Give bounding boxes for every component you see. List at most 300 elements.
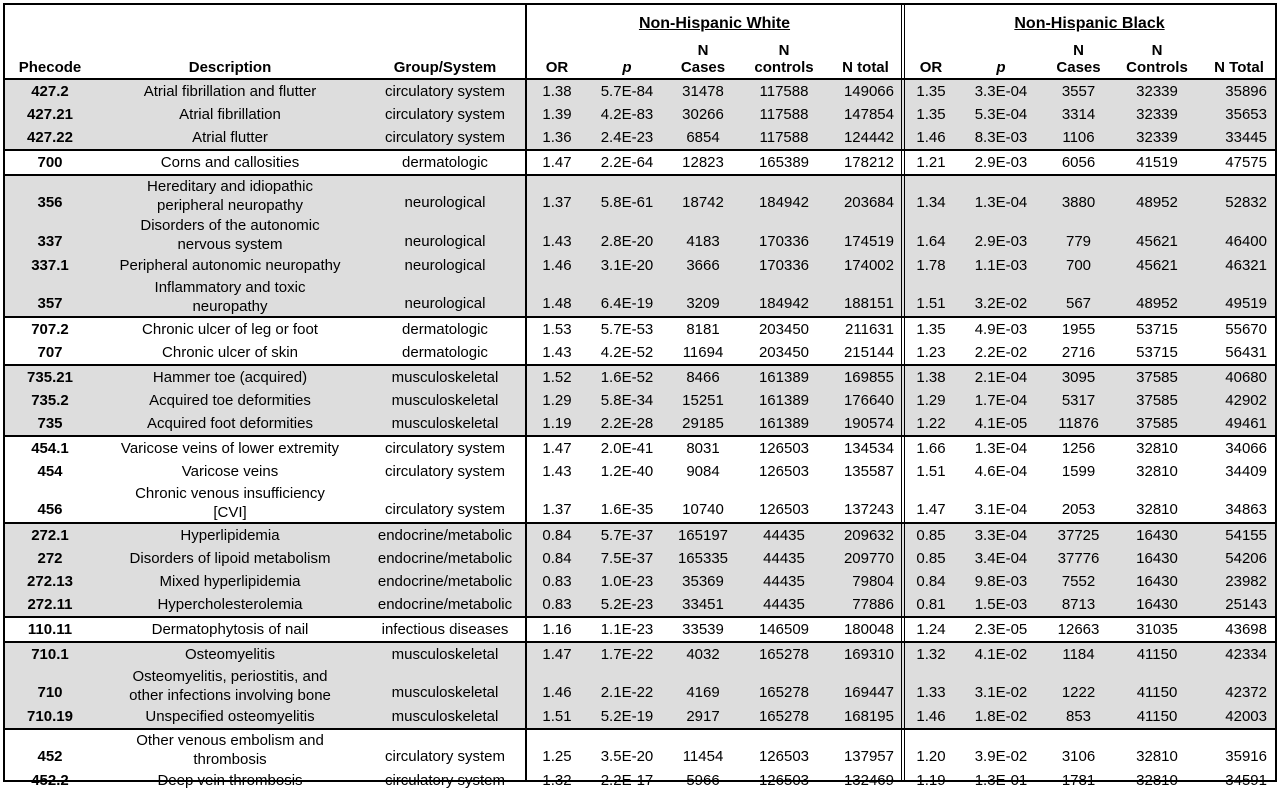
black-controls-cell: 32810 <box>1136 463 1178 480</box>
black-cases-cell: 11876 <box>1058 415 1099 432</box>
phecode-cell: 452.2 <box>31 772 69 789</box>
description-line: thrombosis <box>193 750 267 768</box>
white-total-cell: 215144 <box>843 344 894 361</box>
black-cases-cell: 1222 <box>1061 684 1096 701</box>
group-system-cell: endocrine/metabolic <box>377 527 513 544</box>
black-cases-cell: 567 <box>1065 295 1092 312</box>
black-controls-cell: 16430 <box>1136 573 1178 590</box>
table-row <box>5 547 1275 570</box>
black-or-cell: 1.23 <box>916 344 946 361</box>
white-or-cell: 1.52 <box>542 369 572 386</box>
white-total-cell: 147854 <box>843 106 894 123</box>
black-p-cell: 2.1E-04 <box>974 369 1028 386</box>
white-or-cell: 1.47 <box>542 646 572 663</box>
white-cases-cell: 11694 <box>682 344 724 361</box>
description-line: other infections involving bone <box>129 686 331 704</box>
white-cases-cell: 4032 <box>686 646 720 663</box>
table-row <box>5 103 1275 126</box>
white-controls-cell: 126503 <box>758 772 810 789</box>
white-p-cell: 4.2E-83 <box>600 106 654 123</box>
phecode-cell: 272.13 <box>27 573 73 590</box>
white-or-cell: 1.29 <box>542 392 572 409</box>
group-system-cell: musculoskeletal <box>391 415 499 432</box>
white-cases-cell: 8181 <box>686 321 720 338</box>
col-header-black-cases: N Cases <box>1056 42 1101 76</box>
black-cases-cell: 7552 <box>1061 573 1096 590</box>
black-controls-cell: 32339 <box>1136 106 1178 123</box>
white-cases-cell: 4183 <box>686 233 720 250</box>
black-p-cell: 3.1E-04 <box>974 501 1028 518</box>
white-or-cell: 1.38 <box>542 83 572 100</box>
black-controls-cell: 16430 <box>1136 596 1178 613</box>
white-controls-cell: 170336 <box>758 233 810 250</box>
description-cell <box>95 570 365 593</box>
description-line: Varicose veins <box>181 463 279 480</box>
white-cases-cell: 3209 <box>686 295 720 312</box>
description-cell <box>95 277 365 316</box>
black-or-cell: 1.51 <box>916 295 946 312</box>
group-system-cell: neurological <box>404 233 486 250</box>
black-p-cell: 1.3E-04 <box>974 440 1028 457</box>
white-p-cell: 5.2E-23 <box>600 596 654 613</box>
white-controls-cell: 161389 <box>758 392 810 409</box>
phecode-cell: 110.11 <box>27 621 73 638</box>
black-controls-cell: 32810 <box>1136 440 1178 457</box>
group-system-cell: endocrine/metabolic <box>377 596 513 613</box>
group-system-cell: musculoskeletal <box>391 684 499 701</box>
white-p-cell: 7.5E-37 <box>600 550 654 567</box>
black-or-cell: 1.78 <box>916 257 946 274</box>
description-line: Hammer toe (acquired) <box>152 369 308 386</box>
description-cell <box>95 437 365 460</box>
white-p-cell: 5.2E-19 <box>600 708 654 725</box>
group-system-cell: circulatory system <box>384 106 506 123</box>
white-or-cell: 1.19 <box>542 415 572 432</box>
white-or-cell: 1.46 <box>542 257 572 274</box>
results-table <box>3 3 1277 789</box>
black-p-cell: 1.7E-04 <box>974 392 1028 409</box>
black-cases-cell: 1106 <box>1062 129 1095 146</box>
black-p-cell: 9.8E-03 <box>974 573 1028 590</box>
white-cases-cell: 9084 <box>686 463 720 480</box>
group-system-cell: dermatologic <box>402 321 488 338</box>
table-row <box>5 176 1275 215</box>
phecode-cell: 272.1 <box>31 527 69 544</box>
table-row <box>5 769 1275 792</box>
white-p-cell: 2.8E-20 <box>600 233 654 250</box>
white-total-cell: 137957 <box>843 748 894 765</box>
phecode-cell: 272 <box>37 550 63 567</box>
black-or-cell: 1.35 <box>916 106 946 123</box>
description-cell <box>95 318 365 341</box>
group-system-cell: circulatory system <box>384 501 506 518</box>
white-controls-cell: 44435 <box>763 550 805 567</box>
white-total-cell: 169447 <box>843 684 894 701</box>
black-p-cell: 4.9E-03 <box>974 321 1028 338</box>
white-p-cell: 3.1E-20 <box>600 257 654 274</box>
description-cell <box>95 547 365 570</box>
black-controls-cell: 37585 <box>1136 369 1178 386</box>
white-total-cell: 176640 <box>843 392 894 409</box>
table-row <box>5 730 1275 769</box>
phecode-cell: 452 <box>37 748 63 765</box>
white-or-cell: 1.37 <box>542 501 572 518</box>
white-controls-cell: 117588 <box>759 106 809 123</box>
table-row <box>5 483 1275 522</box>
black-or-cell: 1.35 <box>916 321 946 338</box>
phecode-cell: 710 <box>37 684 63 701</box>
black-total-cell: 52832 <box>1225 194 1267 211</box>
black-cases-cell: 12663 <box>1057 621 1100 638</box>
black-p-cell: 3.9E-02 <box>974 748 1028 765</box>
description-cell <box>95 643 365 666</box>
black-cases-cell: 700 <box>1065 257 1092 274</box>
white-or-cell: 1.36 <box>542 129 572 146</box>
black-total-cell: 42902 <box>1225 392 1267 409</box>
table-row <box>5 412 1275 435</box>
description-line: Other venous embolism and <box>136 731 324 749</box>
table-row <box>5 524 1275 547</box>
white-total-cell: 169310 <box>843 646 894 663</box>
col-header-description: Description <box>188 59 272 76</box>
black-controls-cell: 48952 <box>1136 295 1178 312</box>
table-row <box>5 705 1275 728</box>
white-or-cell: 1.43 <box>542 233 572 250</box>
black-total-cell: 35653 <box>1225 106 1267 123</box>
group-system-cell: infectious diseases <box>381 621 509 638</box>
description-cell <box>95 80 365 103</box>
description-line: Varicose veins of lower extremity <box>120 440 340 457</box>
white-total-cell: 209632 <box>843 527 894 544</box>
black-or-cell: 1.46 <box>916 708 946 725</box>
white-controls-cell: 203450 <box>758 321 810 338</box>
black-controls-cell: 41150 <box>1136 646 1178 663</box>
description-cell <box>95 460 365 483</box>
black-p-cell: 1.3E-01 <box>974 772 1028 789</box>
white-cases-cell: 35369 <box>682 573 724 590</box>
white-total-cell: 203684 <box>843 194 894 211</box>
phecode-cell: 710.19 <box>27 708 73 725</box>
phecode-cell: 427.21 <box>27 106 73 123</box>
group-system-cell: neurological <box>404 194 486 211</box>
white-cases-cell: 165197 <box>677 527 729 544</box>
white-or-cell: 1.16 <box>542 621 572 638</box>
description-line: Hyperlipidemia <box>180 527 280 544</box>
white-cases-cell: 3666 <box>686 257 720 274</box>
black-total-cell: 34066 <box>1225 440 1267 457</box>
white-controls-cell: 161389 <box>758 415 810 432</box>
black-p-cell: 4.1E-02 <box>974 646 1028 663</box>
white-cases-cell: 4169 <box>686 684 720 701</box>
white-cases-cell: 30266 <box>682 106 724 123</box>
white-cases-cell: 33451 <box>682 596 724 613</box>
table-row <box>5 389 1275 412</box>
description-cell <box>95 769 365 792</box>
white-controls-cell: 165389 <box>758 154 810 171</box>
col-header-white-controls: N controls <box>754 42 814 76</box>
group-system-cell: endocrine/metabolic <box>377 573 513 590</box>
black-total-cell: 46400 <box>1225 233 1267 250</box>
column-divider-white <box>525 5 527 780</box>
phecode-cell: 427.2 <box>31 83 69 100</box>
white-total-cell: 190574 <box>843 415 894 432</box>
phecode-cell: 735.2 <box>31 392 69 409</box>
black-total-cell: 34863 <box>1225 501 1267 518</box>
white-controls-cell: 170336 <box>758 257 810 274</box>
table-row <box>5 593 1275 616</box>
description-line: neuropathy <box>192 297 268 315</box>
white-cases-cell: 11454 <box>682 748 724 765</box>
black-total-cell: 35896 <box>1225 83 1267 100</box>
description-cell <box>95 366 365 389</box>
description-line: Peripheral autonomic neuropathy <box>119 257 341 274</box>
black-total-cell: 47575 <box>1225 154 1267 171</box>
black-controls-cell: 41519 <box>1136 154 1178 171</box>
white-total-cell: 209770 <box>843 550 894 567</box>
black-total-cell: 55670 <box>1225 321 1267 338</box>
col-header-black-or: OR <box>919 59 943 76</box>
white-total-cell: 135587 <box>843 463 894 480</box>
black-controls-cell: 32810 <box>1136 501 1178 518</box>
description-cell <box>95 666 365 705</box>
description-line: Hypercholesterolemia <box>157 596 303 613</box>
table-row <box>5 460 1275 483</box>
black-or-cell: 1.19 <box>916 772 946 789</box>
white-p-cell: 2.0E-41 <box>600 440 654 457</box>
description-cell <box>95 215 365 254</box>
table-row <box>5 437 1275 460</box>
white-or-cell: 1.25 <box>542 748 572 765</box>
black-controls-cell: 16430 <box>1136 550 1178 567</box>
white-or-cell: 1.37 <box>542 194 572 211</box>
white-p-cell: 6.4E-19 <box>600 295 654 312</box>
col-header-white-or: OR <box>545 59 569 76</box>
white-controls-cell: 117588 <box>759 83 809 100</box>
description-cell <box>95 524 365 547</box>
black-cases-cell: 8713 <box>1061 596 1096 613</box>
description-line: Deep vein thrombosis <box>157 772 303 789</box>
white-p-cell: 1.6E-52 <box>600 369 654 386</box>
black-p-cell: 3.3E-04 <box>974 83 1028 100</box>
black-or-cell: 1.33 <box>916 684 946 701</box>
black-total-cell: 42372 <box>1225 684 1267 701</box>
black-or-cell: 1.29 <box>916 392 946 409</box>
black-p-cell: 4.1E-05 <box>974 415 1028 432</box>
col-header-black-total: N Total <box>1214 59 1264 76</box>
white-controls-cell: 165278 <box>758 646 810 663</box>
description-line: Dermatophytosis of nail <box>151 621 309 638</box>
black-cases-cell: 1599 <box>1061 463 1096 480</box>
black-or-cell: 1.34 <box>916 194 946 211</box>
description-line: Hereditary and idiopathic <box>147 177 313 195</box>
white-cases-cell: 2917 <box>686 708 720 725</box>
description-line: Disorders of the autonomic <box>140 216 320 234</box>
black-p-cell: 1.3E-04 <box>974 194 1028 211</box>
white-controls-cell: 126503 <box>758 748 810 765</box>
black-total-cell: 56431 <box>1225 344 1267 361</box>
description-line: Acquired toe deformities <box>149 392 311 409</box>
white-total-cell: 132469 <box>843 772 894 789</box>
col-header-black-p: p <box>996 59 1006 76</box>
description-cell <box>95 618 365 641</box>
white-p-cell: 1.0E-23 <box>600 573 654 590</box>
phecode-cell: 710.1 <box>31 646 69 663</box>
col-header-black-controls: N Controls <box>1126 42 1188 76</box>
black-total-cell: 40680 <box>1225 369 1267 386</box>
black-cases-cell: 37725 <box>1057 527 1100 544</box>
white-controls-cell: 146509 <box>758 621 810 638</box>
phecode-cell: 454 <box>37 463 63 480</box>
white-controls-cell: 165278 <box>758 684 810 701</box>
black-or-cell: 1.46 <box>916 129 946 146</box>
black-cases-cell: 6056 <box>1061 154 1096 171</box>
black-or-cell: 1.32 <box>916 646 946 663</box>
table-row <box>5 126 1275 149</box>
phecode-cell: 272.11 <box>27 596 73 613</box>
white-cases-cell: 10740 <box>682 501 724 518</box>
phecode-cell: 337 <box>37 233 63 250</box>
white-total-cell: 168195 <box>843 708 894 725</box>
phecode-cell: 356 <box>37 194 63 211</box>
white-p-cell: 2.2E-17 <box>600 772 654 789</box>
black-p-cell: 3.1E-02 <box>974 684 1028 701</box>
black-p-cell: 3.4E-04 <box>974 550 1028 567</box>
group-system-cell: musculoskeletal <box>391 392 499 409</box>
group-system-cell: circulatory system <box>384 748 506 765</box>
black-or-cell: 1.21 <box>916 154 946 171</box>
black-cases-cell: 779 <box>1065 233 1092 250</box>
description-line: Atrial flutter <box>192 129 268 146</box>
black-controls-cell: 32339 <box>1136 83 1178 100</box>
description-line: Osteomyelitis, periostitis, and <box>132 667 328 685</box>
description-line: Mixed hyperlipidemia <box>159 573 301 590</box>
white-p-cell: 2.2E-64 <box>600 154 654 171</box>
description-line: peripheral neuropathy <box>157 196 303 214</box>
black-p-cell: 5.3E-04 <box>974 106 1028 123</box>
group-system-cell: circulatory system <box>384 772 506 789</box>
white-total-cell: 77886 <box>852 596 894 613</box>
table-row <box>5 366 1275 389</box>
black-controls-cell: 16430 <box>1136 527 1178 544</box>
black-cases-cell: 37776 <box>1057 550 1100 567</box>
description-line: Atrial fibrillation and flutter <box>143 83 317 100</box>
black-total-cell: 33445 <box>1225 129 1267 146</box>
white-p-cell: 5.7E-53 <box>600 321 654 338</box>
white-cases-cell: 29185 <box>682 415 724 432</box>
white-cases-cell: 12823 <box>682 154 724 171</box>
table-row <box>5 570 1275 593</box>
black-total-cell: 46321 <box>1225 257 1267 274</box>
table-header <box>5 5 1275 78</box>
table-row <box>5 277 1275 316</box>
description-cell <box>95 341 365 364</box>
white-total-cell: 211631 <box>845 321 894 338</box>
black-total-cell: 35916 <box>1225 748 1267 765</box>
black-cases-cell: 853 <box>1065 708 1092 725</box>
black-controls-cell: 53715 <box>1136 321 1178 338</box>
group-system-cell: dermatologic <box>402 344 488 361</box>
white-p-cell: 2.4E-23 <box>600 129 654 146</box>
black-cases-cell: 2053 <box>1061 501 1096 518</box>
white-or-cell: 0.83 <box>542 596 572 613</box>
col-header-group-system: Group/System <box>393 59 497 76</box>
black-total-cell: 34409 <box>1225 463 1267 480</box>
table-row <box>5 341 1275 364</box>
description-line: Chronic ulcer of skin <box>162 344 298 361</box>
black-controls-cell: 53715 <box>1136 344 1178 361</box>
black-cases-cell: 3106 <box>1061 748 1096 765</box>
black-total-cell: 25143 <box>1225 596 1267 613</box>
black-or-cell: 0.84 <box>916 573 946 590</box>
description-cell <box>95 593 365 616</box>
white-p-cell: 4.2E-52 <box>600 344 654 361</box>
group-system-cell: dermatologic <box>402 154 488 171</box>
white-or-cell: 1.39 <box>542 106 572 123</box>
description-cell <box>95 126 365 149</box>
col-header-white-p: p <box>622 59 632 76</box>
white-cases-cell: 8031 <box>686 440 720 457</box>
white-or-cell: 1.47 <box>542 154 572 171</box>
black-total-cell: 23982 <box>1225 573 1267 590</box>
white-total-cell: 137243 <box>843 501 894 518</box>
black-or-cell: 1.24 <box>916 621 946 638</box>
description-line: nervous system <box>177 235 283 253</box>
black-p-cell: 3.3E-04 <box>974 527 1028 544</box>
description-cell <box>95 254 365 277</box>
black-total-cell: 54206 <box>1225 550 1267 567</box>
description-cell <box>95 176 365 215</box>
group-header-white: Non-Hispanic White <box>638 15 791 32</box>
white-or-cell: 1.51 <box>542 708 572 725</box>
black-controls-cell: 32810 <box>1136 748 1178 765</box>
description-line: Inflammatory and toxic <box>154 278 306 296</box>
white-cases-cell: 18742 <box>682 194 724 211</box>
black-controls-cell: 37585 <box>1136 392 1178 409</box>
black-cases-cell: 3880 <box>1061 194 1096 211</box>
table-row <box>5 643 1275 666</box>
description-cell <box>95 412 365 435</box>
white-controls-cell: 203450 <box>758 344 810 361</box>
phecode-cell: 707 <box>37 344 63 361</box>
black-p-cell: 3.2E-02 <box>974 295 1028 312</box>
table-row <box>5 318 1275 341</box>
black-p-cell: 1.1E-03 <box>974 257 1028 274</box>
phecode-cell: 700 <box>37 154 63 171</box>
black-total-cell: 54155 <box>1225 527 1267 544</box>
black-controls-cell: 48952 <box>1136 194 1178 211</box>
description-cell <box>95 483 365 522</box>
black-cases-cell: 3557 <box>1061 83 1096 100</box>
white-cases-cell: 165335 <box>677 550 729 567</box>
white-or-cell: 1.43 <box>542 463 572 480</box>
group-system-cell: circulatory system <box>384 129 506 146</box>
black-total-cell: 42334 <box>1225 646 1267 663</box>
white-or-cell: 1.47 <box>542 440 572 457</box>
group-header-black: Non-Hispanic Black <box>1014 15 1165 32</box>
phecode-cell: 337.1 <box>31 257 69 274</box>
white-cases-cell: 6854 <box>686 129 720 146</box>
table-row <box>5 151 1275 174</box>
black-or-cell: 1.35 <box>916 83 946 100</box>
black-or-cell: 1.47 <box>916 501 946 518</box>
white-or-cell: 1.48 <box>542 295 572 312</box>
group-system-cell: musculoskeletal <box>391 646 499 663</box>
white-total-cell: 174002 <box>843 257 894 274</box>
description-cell <box>95 730 365 769</box>
white-controls-cell: 117588 <box>759 129 809 146</box>
black-total-cell: 43698 <box>1225 621 1267 638</box>
description-line: Disorders of lipoid metabolism <box>129 550 331 567</box>
